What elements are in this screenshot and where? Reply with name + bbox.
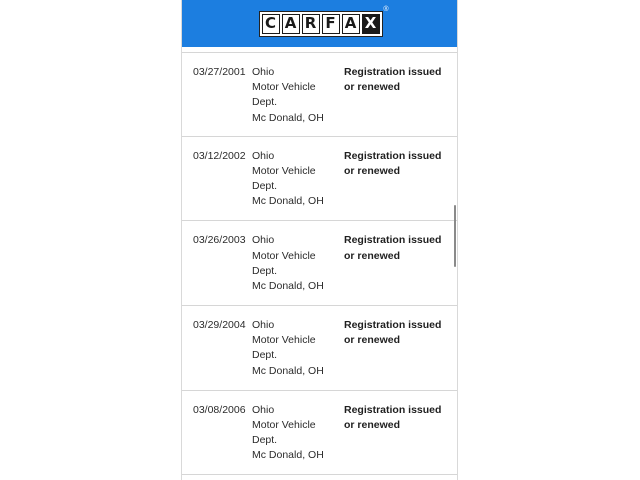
carfax-logo[interactable] bbox=[259, 5, 389, 37]
logo-letter-f: F bbox=[322, 14, 340, 34]
history-record bbox=[182, 52, 457, 137]
source-line: Dept. bbox=[252, 96, 278, 109]
registered-mark: ® bbox=[383, 5, 389, 13]
record-comment: Registration issued or renewed bbox=[344, 234, 442, 262]
logo-letter-a2: A bbox=[342, 14, 360, 34]
source-line: Motor Vehicle bbox=[252, 418, 316, 431]
source-line: Mc Donald, OH bbox=[252, 195, 324, 208]
record-date: 03/27/2001 bbox=[193, 66, 246, 78]
source-line: Ohio bbox=[252, 403, 275, 416]
source-line: Motor Vehicle bbox=[252, 334, 316, 347]
vertical-scrollbar[interactable] bbox=[454, 205, 456, 267]
record-date: 03/08/2006 bbox=[193, 403, 246, 416]
source-line: Dept. bbox=[252, 264, 278, 277]
record-comment: Registration issued or renewed bbox=[344, 66, 442, 94]
source-line: Motor Vehicle bbox=[252, 249, 316, 262]
record-source bbox=[252, 318, 336, 379]
source-line: Mc Donald, OH bbox=[252, 449, 324, 462]
source-line: Dept. bbox=[252, 434, 278, 447]
record-comment: Registration issued or renewed bbox=[344, 149, 442, 177]
source-line: Mc Donald, OH bbox=[252, 279, 324, 292]
source-line: Mc Donald, OH bbox=[252, 364, 324, 377]
source-line: Mc Donald, OH bbox=[252, 111, 324, 124]
history-record bbox=[182, 306, 457, 391]
source-line: Dept. bbox=[252, 180, 278, 193]
logo-letter-x: X bbox=[362, 14, 380, 34]
source-line: Ohio bbox=[252, 149, 275, 162]
record-date: 03/29/2004 bbox=[193, 319, 246, 332]
source-line: Dept. bbox=[252, 349, 278, 362]
report-screen bbox=[181, 0, 458, 480]
source-line: Motor Vehicle bbox=[252, 164, 316, 177]
record-date: 03/26/2003 bbox=[193, 234, 246, 247]
source-line: Ohio bbox=[252, 234, 275, 247]
logo-box bbox=[259, 11, 383, 37]
history-record bbox=[182, 221, 457, 306]
source-line: Ohio bbox=[252, 319, 275, 332]
record-comment: Registration issued or renewed bbox=[344, 319, 442, 347]
logo-letter-c: C bbox=[262, 14, 280, 34]
logo-letter-r: R bbox=[302, 14, 320, 34]
logo-letter-a: A bbox=[282, 14, 300, 34]
record-comment: Registration issued or renewed bbox=[344, 403, 442, 431]
source-line: Ohio bbox=[252, 66, 275, 78]
record-source bbox=[252, 65, 336, 126]
history-record bbox=[182, 137, 457, 222]
app-header bbox=[182, 0, 457, 47]
record-source bbox=[252, 403, 336, 464]
record-date: 03/12/2002 bbox=[193, 149, 246, 162]
history-record bbox=[182, 391, 457, 476]
record-source bbox=[252, 149, 336, 210]
record-source bbox=[252, 233, 336, 294]
history-records-list bbox=[182, 52, 457, 475]
source-line: Motor Vehicle bbox=[252, 81, 316, 94]
